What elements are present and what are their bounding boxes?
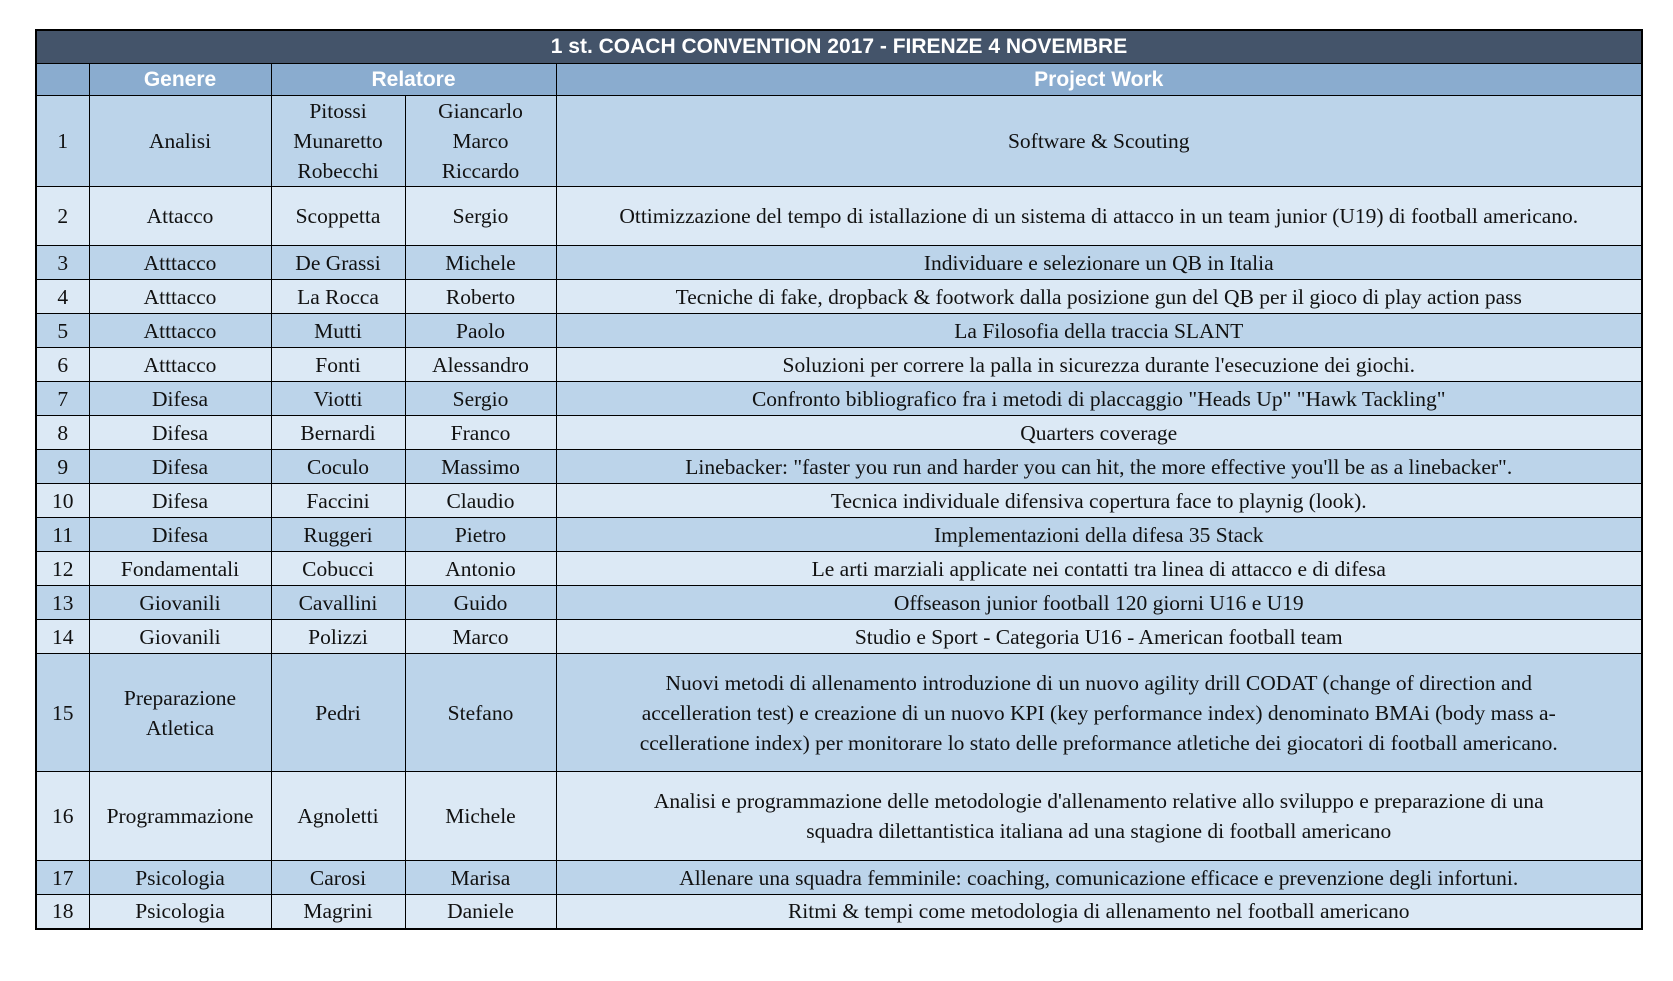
row-number-cell: 15 xyxy=(36,654,89,772)
relatore-nome-cell: Marco xyxy=(405,620,556,654)
relatore-cognome-cell: Bernardi xyxy=(271,416,405,450)
table-row xyxy=(36,620,1642,654)
genere-cell: Psicologia xyxy=(89,861,271,895)
table-row xyxy=(36,96,1642,187)
project-work-cell: Individuare e selezionare un QB in Italia xyxy=(556,246,1642,280)
relatore-cognome-cell: Pitossi Munaretto Robecchi xyxy=(271,96,405,187)
row-number-cell: 6 xyxy=(36,348,89,382)
genere-cell: Atttacco xyxy=(89,348,271,382)
table-row xyxy=(36,187,1642,246)
genere-cell: Difesa xyxy=(89,484,271,518)
table-row xyxy=(36,450,1642,484)
table-row xyxy=(36,552,1642,586)
relatore-cognome-cell: Cobucci xyxy=(271,552,405,586)
relatore-nome-cell: Massimo xyxy=(405,450,556,484)
relatore-cognome-cell: Polizzi xyxy=(271,620,405,654)
relatore-cognome-cell: Cavallini xyxy=(271,586,405,620)
relatore-nome-cell: Giancarlo Marco Riccardo xyxy=(405,96,556,187)
relatore-nome-cell: Daniele xyxy=(405,895,556,929)
row-number-cell: 2 xyxy=(36,187,89,246)
row-number-cell: 13 xyxy=(36,586,89,620)
genere-cell: Atttacco xyxy=(89,246,271,280)
relatore-cognome-cell: Coculo xyxy=(271,450,405,484)
row-number-cell: 14 xyxy=(36,620,89,654)
project-work-cell: Allenare una squadra femminile: coaching, comunicazione efficace e prevenzione degli infortuni. xyxy=(556,861,1642,895)
project-work-cell: Linebacker: "faster you run and harder you can hit, the more effective you'll be as a linebacker". xyxy=(556,450,1642,484)
relatore-nome-cell: Alessandro xyxy=(405,348,556,382)
row-number-cell: 8 xyxy=(36,416,89,450)
header-relatore: Relatore xyxy=(271,64,556,96)
relatore-nome-cell: Claudio xyxy=(405,484,556,518)
table-row xyxy=(36,280,1642,314)
header-number xyxy=(36,64,89,96)
relatore-nome-cell: Michele xyxy=(405,772,556,861)
row-number-cell: 1 xyxy=(36,96,89,187)
project-work-cell: Quarters coverage xyxy=(556,416,1642,450)
table-row xyxy=(36,772,1642,861)
relatore-cognome-cell: Carosi xyxy=(271,861,405,895)
table-row xyxy=(36,314,1642,348)
genere-cell: Difesa xyxy=(89,382,271,416)
genere-cell: Analisi xyxy=(89,96,271,187)
row-number-cell: 16 xyxy=(36,772,89,861)
relatore-cognome-cell: Mutti xyxy=(271,314,405,348)
project-work-cell: Confronto bibliografico fra i metodi di placcaggio "Heads Up" "Hawk Tackling" xyxy=(556,382,1642,416)
relatore-cognome-cell: De Grassi xyxy=(271,246,405,280)
row-number-cell: 3 xyxy=(36,246,89,280)
relatore-nome-cell: Franco xyxy=(405,416,556,450)
row-number-cell: 9 xyxy=(36,450,89,484)
row-number-cell: 17 xyxy=(36,861,89,895)
table-body xyxy=(36,96,1642,929)
table-row xyxy=(36,382,1642,416)
genere-cell: Difesa xyxy=(89,450,271,484)
project-work-cell: Analisi e programmazione delle metodologie d'allenamento relative allo sviluppo e preparazione di una squadra dilettantistica italiana ad una stagione di football americano xyxy=(556,772,1642,861)
genere-cell: Fondamentali xyxy=(89,552,271,586)
relatore-cognome-cell: Agnoletti xyxy=(271,772,405,861)
relatore-nome-cell: Marisa xyxy=(405,861,556,895)
header-genere: Genere xyxy=(89,64,271,96)
relatore-cognome-cell: Ruggeri xyxy=(271,518,405,552)
relatore-nome-cell: Stefano xyxy=(405,654,556,772)
project-work-cell: Software & Scouting xyxy=(556,96,1642,187)
genere-cell: Attacco xyxy=(89,187,271,246)
table-row xyxy=(36,416,1642,450)
genere-cell: Atttacco xyxy=(89,314,271,348)
table-row xyxy=(36,246,1642,280)
project-work-cell: Ritmi & tempi come metodologia di allenamento nel football americano xyxy=(556,895,1642,929)
row-number-cell: 11 xyxy=(36,518,89,552)
table-row xyxy=(36,654,1642,772)
relatore-nome-cell: Michele xyxy=(405,246,556,280)
table-title: 1 st. COACH CONVENTION 2017 - FIRENZE 4 NOVEMBRE xyxy=(36,30,1642,64)
project-work-cell: La Filosofia della traccia SLANT xyxy=(556,314,1642,348)
convention-table xyxy=(35,29,1643,930)
project-work-cell: Ottimizzazione del tempo di istallazione di un sistema di attacco in un team junior (U19) di football americano. xyxy=(556,187,1642,246)
row-number-cell: 5 xyxy=(36,314,89,348)
header-project-work: Project Work xyxy=(556,64,1642,96)
relatore-nome-cell: Guido xyxy=(405,586,556,620)
project-work-cell: Soluzioni per correre la palla in sicurezza durante l'esecuzione dei giochi. xyxy=(556,348,1642,382)
relatore-cognome-cell: La Rocca xyxy=(271,280,405,314)
table-row xyxy=(36,895,1642,929)
relatore-nome-cell: Paolo xyxy=(405,314,556,348)
relatore-cognome-cell: Faccini xyxy=(271,484,405,518)
genere-cell: Difesa xyxy=(89,416,271,450)
table-row xyxy=(36,861,1642,895)
relatore-nome-cell: Pietro xyxy=(405,518,556,552)
genere-cell: Psicologia xyxy=(89,895,271,929)
genere-cell: Preparazione Atletica xyxy=(89,654,271,772)
genere-cell: Difesa xyxy=(89,518,271,552)
relatore-nome-cell: Antonio xyxy=(405,552,556,586)
relatore-nome-cell: Sergio xyxy=(405,382,556,416)
row-number-cell: 12 xyxy=(36,552,89,586)
relatore-cognome-cell: Scoppetta xyxy=(271,187,405,246)
project-work-cell: Le arti marziali applicate nei contatti tra linea di attacco e di difesa xyxy=(556,552,1642,586)
relatore-nome-cell: Roberto xyxy=(405,280,556,314)
project-work-cell: Tecniche di fake, dropback & footwork dalla posizione gun del QB per il gioco di play action pass xyxy=(556,280,1642,314)
table-row xyxy=(36,348,1642,382)
genere-cell: Giovanili xyxy=(89,586,271,620)
row-number-cell: 18 xyxy=(36,895,89,929)
project-work-cell: Nuovi metodi di allenamento introduzione di un nuovo agility drill CODAT (change of direction and accelleration test) e creazione di un nuovo KPI (key performance index) denominato BMAi (body mass a- ccelleratione index) per monitorare lo stato delle preformance atletiche dei giocatori di football americano. xyxy=(556,654,1642,772)
table-row xyxy=(36,518,1642,552)
table-row xyxy=(36,484,1642,518)
project-work-cell: Tecnica individuale difensiva copertura face to playnig (look). xyxy=(556,484,1642,518)
relatore-cognome-cell: Viotti xyxy=(271,382,405,416)
table-row xyxy=(36,586,1642,620)
genere-cell: Programmazione xyxy=(89,772,271,861)
relatore-cognome-cell: Fonti xyxy=(271,348,405,382)
relatore-cognome-cell: Pedri xyxy=(271,654,405,772)
relatore-nome-cell: Sergio xyxy=(405,187,556,246)
project-work-cell: Offseason junior football 120 giorni U16 e U19 xyxy=(556,586,1642,620)
genere-cell: Giovanili xyxy=(89,620,271,654)
project-work-cell: Implementazioni della difesa 35 Stack xyxy=(556,518,1642,552)
relatore-cognome-cell: Magrini xyxy=(271,895,405,929)
genere-cell: Atttacco xyxy=(89,280,271,314)
row-number-cell: 10 xyxy=(36,484,89,518)
row-number-cell: 4 xyxy=(36,280,89,314)
row-number-cell: 7 xyxy=(36,382,89,416)
project-work-cell: Studio e Sport - Categoria U16 - American football team xyxy=(556,620,1642,654)
